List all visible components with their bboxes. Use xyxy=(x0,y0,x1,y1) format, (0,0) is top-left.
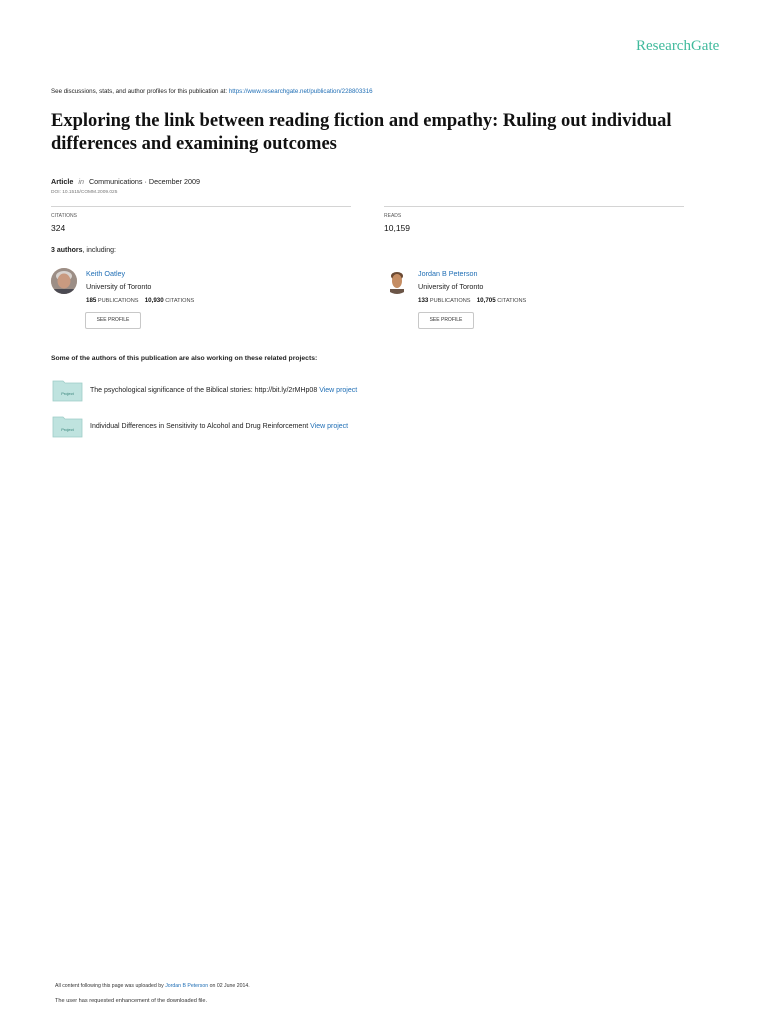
researchgate-logo[interactable]: ResearchGate xyxy=(636,38,720,54)
author-publications-count: 185 xyxy=(86,297,97,304)
enhancement-notice: The user has requested enhancement of the downloaded file. xyxy=(55,998,208,1004)
related-projects-heading: Some of the authors of this publication are also working on these related projects: xyxy=(51,355,318,362)
view-project-link[interactable]: View project xyxy=(310,423,349,430)
reads-label: READS xyxy=(384,213,402,219)
publication-title: Exploring the link between reading fiction and empathy: Ruling out individual differences and examining outcomes xyxy=(51,111,672,154)
publication-link[interactable]: https://www.researchgate.net/publication/228803316 xyxy=(228,88,373,95)
in-label: in xyxy=(78,177,84,186)
discussion-notice xyxy=(51,88,373,95)
authors-suffix: , including: xyxy=(82,247,116,254)
avatar[interactable] xyxy=(384,268,410,294)
uploader-link[interactable]: Jordan B Peterson xyxy=(165,983,209,989)
reads-divider xyxy=(384,206,684,207)
folder-icon xyxy=(52,380,83,402)
author-photo-icon xyxy=(51,268,77,294)
project-item xyxy=(90,387,357,394)
author-stats xyxy=(86,297,194,304)
publication-type: Article xyxy=(51,177,74,186)
publication-venue: Communications · December 2009 xyxy=(88,177,201,186)
folder-icon xyxy=(52,416,83,438)
reads-count: 10,159 xyxy=(384,223,410,233)
citations-count: 324 xyxy=(51,223,66,233)
project-title: The psychological significance of the Biblical stories: http://bit.ly/2rMHp08 xyxy=(90,387,318,394)
author-citations-label: CITATIONS xyxy=(497,298,527,304)
authors-count: 3 authors xyxy=(51,247,83,254)
view-project-link[interactable]: View project xyxy=(319,387,358,394)
citations-divider xyxy=(51,206,351,207)
author-photo-icon xyxy=(384,268,410,294)
discussion-prefix: See discussions, stats, and author profiles for this publication at: xyxy=(51,88,228,95)
upload-notice xyxy=(55,983,250,989)
author-citations-count: 10,705 xyxy=(476,297,496,304)
publication-meta xyxy=(51,177,200,186)
project-icon-label: Project xyxy=(61,391,74,396)
avatar[interactable] xyxy=(51,268,77,294)
author-name-link[interactable]: Jordan B Peterson xyxy=(418,269,478,278)
author-citations-label: CITATIONS xyxy=(165,298,195,304)
publication-doi: DOI: 10.1515/COMM.2009.025 xyxy=(51,190,118,195)
author-stats xyxy=(418,297,526,304)
author-name-link[interactable]: Keith Oatley xyxy=(86,269,126,278)
project-icon-label: Project xyxy=(61,427,74,432)
see-profile-button[interactable]: SEE PROFILE xyxy=(418,312,474,329)
author-institution: University of Toronto xyxy=(418,282,484,291)
author-citations-count: 10,930 xyxy=(144,297,164,304)
project-title: Individual Differences in Sensitivity to Alcohol and Drug Reinforcement xyxy=(90,423,309,430)
author-publications-label: PUBLICATIONS xyxy=(97,298,139,304)
upload-prefix: All content following this page was uploaded by xyxy=(55,983,164,989)
project-item xyxy=(90,423,348,430)
see-profile-button[interactable]: SEE PROFILE xyxy=(85,312,141,329)
author-publications-count: 133 xyxy=(418,297,429,304)
authors-summary xyxy=(51,247,116,254)
author-publications-label: PUBLICATIONS xyxy=(429,298,471,304)
citations-label: CITATIONS xyxy=(51,213,77,219)
upload-date: on 02 June 2014. xyxy=(209,983,250,989)
author-institution: University of Toronto xyxy=(86,282,152,291)
